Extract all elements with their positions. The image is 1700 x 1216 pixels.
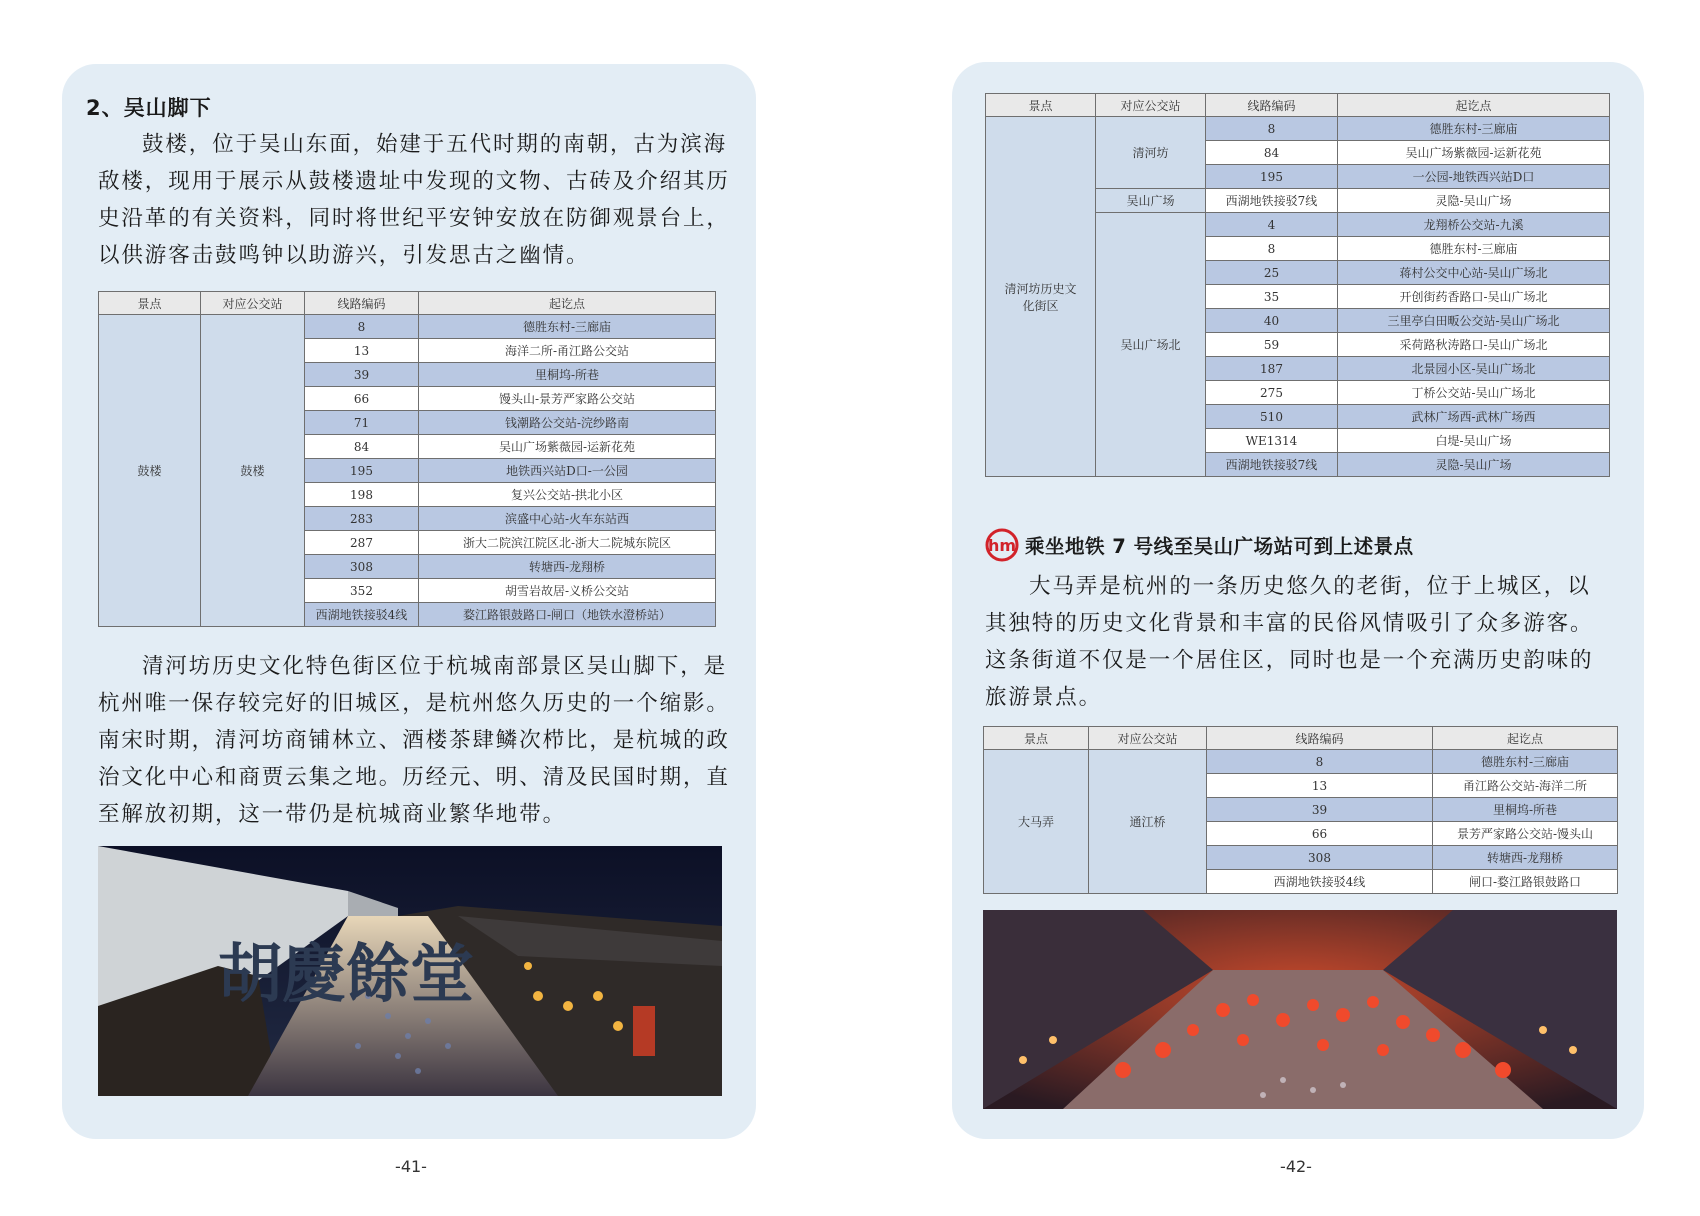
photo-illustration (983, 910, 1617, 1109)
table-row (986, 117, 1610, 141)
paragraph-line: 史沿革的有关资料，同时将世纪平安钟安放在防御观景台上， (98, 206, 730, 231)
paragraph-line: 治文化中心和商贾云集之地。历经元、明、清及民国时期，直 (98, 765, 730, 790)
line-cell: 84 (305, 435, 419, 459)
damanong-lantern-street-photo (983, 910, 1617, 1109)
photo-illustration (98, 846, 722, 1096)
route-cell: 浙大二院滨江院区北-浙大二院城东院区 (419, 531, 716, 555)
paragraph-line: 以供游客击鼓鸣钟以助游兴，引发思古之幽情。 (98, 243, 590, 268)
route-cell: 北景园小区-吴山广场北 (1338, 357, 1610, 381)
paragraph-line: 大马弄是杭州的一条历史悠久的老街，位于上城区，以 (1029, 574, 1591, 599)
metro-logo-text: hm (987, 536, 1017, 555)
metro-heading-row (985, 528, 1414, 562)
bus-table-damanong (983, 726, 1618, 894)
hangzhou-metro-logo-icon (985, 528, 1019, 562)
qinghefang-paragraph (98, 648, 748, 833)
route-cell: 闸口-婺江路银鼓路口 (1433, 870, 1618, 894)
line-cell: 510 (1206, 405, 1338, 429)
route-cell: 里桐坞-所巷 (1433, 798, 1618, 822)
page-number: -41- (395, 1157, 427, 1176)
line-cell: 40 (1206, 309, 1338, 333)
route-cell: 三里亭白田畈公交站-吴山广场北 (1338, 309, 1610, 333)
table-header: 对应公交站 (201, 292, 305, 315)
paragraph-line: 南宋时期，清河坊商铺林立、酒楼茶肆鳞次栉比，是杭城的政 (98, 728, 730, 753)
line-cell: 308 (305, 555, 419, 579)
table-header: 景点 (984, 727, 1089, 750)
route-cell: 一公园-地铁西兴站D口 (1338, 165, 1610, 189)
route-cell: 吴山广场紫薇园-运新花苑 (419, 435, 716, 459)
route-cell: 白堤-吴山广场 (1338, 429, 1610, 453)
line-cell: 39 (305, 363, 419, 387)
table-header: 起讫点 (1433, 727, 1618, 750)
route-cell: 德胜东村-三廊庙 (1338, 117, 1610, 141)
table-row (984, 750, 1618, 774)
paragraph-line: 清河坊历史文化特色街区位于杭城南部景区吴山脚下，是 (142, 654, 728, 679)
line-cell: 308 (1207, 846, 1433, 870)
table-header: 对应公交站 (1096, 94, 1206, 117)
table-header: 起讫点 (1338, 94, 1610, 117)
route-cell: 甬江路公交站-海洋二所 (1433, 774, 1618, 798)
spot-cell: 鼓楼 (99, 315, 201, 627)
table-header: 起讫点 (419, 292, 716, 315)
line-cell: 35 (1206, 285, 1338, 309)
route-cell: 里桐坞-所巷 (419, 363, 716, 387)
route-cell: 景芳严家路公交站-馒头山 (1433, 822, 1618, 846)
station-cell: 清河坊 (1096, 117, 1206, 189)
line-cell: 66 (305, 387, 419, 411)
paragraph-line: 杭州唯一保存较完好的旧城区，是杭州悠久历史的一个缩影。 (98, 691, 730, 716)
line-cell: 198 (305, 483, 419, 507)
line-cell: 195 (305, 459, 419, 483)
line-cell: 8 (1206, 237, 1338, 261)
spot-name: 清河坊历史文化街区 (1004, 281, 1077, 313)
route-cell: 德胜东村-三廊庙 (419, 315, 716, 339)
hefang-street-night-photo (98, 846, 722, 1096)
paragraph-line: 敌楼，现用于展示从鼓楼遗址中发现的文物、古砖及介绍其历 (98, 169, 730, 194)
section-heading: 2、吴山脚下 (86, 96, 212, 120)
route-cell: 采荷路秋涛路口-吴山广场北 (1338, 333, 1610, 357)
route-cell: 吴山广场紫薇园-运新花苑 (1338, 141, 1610, 165)
line-cell: 71 (305, 411, 419, 435)
table-header: 线路编码 (1206, 94, 1338, 117)
photo-sign-text: 胡慶餘堂 (218, 937, 474, 1012)
damanong-paragraph (985, 568, 1625, 716)
route-cell: 丁桥公交站-吴山广场北 (1338, 381, 1610, 405)
line-cell: 287 (305, 531, 419, 555)
table-header: 景点 (986, 94, 1096, 117)
line-cell: 4 (1206, 213, 1338, 237)
route-cell: 龙翔桥公交站-九溪 (1338, 213, 1610, 237)
line-cell: 8 (305, 315, 419, 339)
station-cell: 通江桥 (1089, 750, 1207, 894)
station-cell: 吴山广场 (1096, 189, 1206, 213)
table-row (99, 315, 716, 339)
line-cell: 275 (1206, 381, 1338, 405)
route-cell: 转塘西-龙翔桥 (419, 555, 716, 579)
route-cell: 蒋村公交中心站-吴山广场北 (1338, 261, 1610, 285)
line-cell: 西湖地铁接驳4线 (305, 603, 419, 627)
route-cell: 开创街药香路口-吴山广场北 (1338, 285, 1610, 309)
line-cell: 13 (1207, 774, 1433, 798)
route-cell: 钱潮路公交站-浣纱路南 (419, 411, 716, 435)
route-cell: 德胜东村-三廊庙 (1338, 237, 1610, 261)
line-cell: 西湖地铁接驳7线 (1206, 453, 1338, 477)
route-cell: 灵隐-吴山广场 (1338, 453, 1610, 477)
line-cell: 195 (1206, 165, 1338, 189)
paragraph-line: 其独特的历史文化背景和丰富的民俗风情吸引了众多游客。 (985, 611, 1594, 636)
line-cell: 25 (1206, 261, 1338, 285)
spot-cell: 大马弄 (984, 750, 1089, 894)
line-cell: 13 (305, 339, 419, 363)
route-cell: 复兴公交站-拱北小区 (419, 483, 716, 507)
station-cell: 鼓楼 (201, 315, 305, 627)
route-cell: 武林广场西-武林广场西 (1338, 405, 1610, 429)
line-cell: 66 (1207, 822, 1433, 846)
bus-table-gulou (98, 291, 716, 627)
station-cell: 吴山广场北 (1096, 213, 1206, 477)
table-header: 线路编码 (305, 292, 419, 315)
table-header: 对应公交站 (1089, 727, 1207, 750)
route-cell: 婺江路银鼓路口-闸口（地铁水澄桥站） (419, 603, 716, 627)
table-header: 线路编码 (1207, 727, 1433, 750)
paragraph-line: 至解放初期，这一带仍是杭城商业繁华地带。 (98, 802, 567, 827)
line-cell: 39 (1207, 798, 1433, 822)
route-cell: 海洋二所-甬江路公交站 (419, 339, 716, 363)
route-cell: 滨盛中心站-火车东站西 (419, 507, 716, 531)
paragraph-line: 这条街道不仅是一个居住区，同时也是一个充满历史韵味的 (985, 648, 1594, 673)
route-cell: 灵隐-吴山广场 (1338, 189, 1610, 213)
paragraph-line: 旅游景点。 (985, 685, 1103, 710)
table-header: 景点 (99, 292, 201, 315)
line-cell: 59 (1206, 333, 1338, 357)
line-cell: 283 (305, 507, 419, 531)
line-cell: 8 (1206, 117, 1338, 141)
line-cell: 84 (1206, 141, 1338, 165)
line-cell: 西湖地铁接驳4线 (1207, 870, 1433, 894)
line-cell: WE1314 (1206, 429, 1338, 453)
spot-cell (986, 117, 1096, 477)
line-cell: 西湖地铁接驳7线 (1206, 189, 1338, 213)
route-cell: 地铁西兴站D口-一公园 (419, 459, 716, 483)
line-cell: 8 (1207, 750, 1433, 774)
route-cell: 胡雪岩故居-义桥公交站 (419, 579, 716, 603)
route-cell: 德胜东村-三廊庙 (1433, 750, 1618, 774)
metro-heading: 乘坐地铁 7 号线至吴山广场站可到上述景点 (1025, 535, 1414, 558)
route-cell: 转塘西-龙翔桥 (1433, 846, 1618, 870)
paragraph-line: 鼓楼，位于吴山东面，始建于五代时期的南朝，古为滨海 (142, 132, 728, 157)
bus-table-qinghefang (985, 93, 1610, 477)
page-number: -42- (1280, 1157, 1312, 1176)
gulou-paragraph (98, 126, 748, 274)
line-cell: 187 (1206, 357, 1338, 381)
line-cell: 352 (305, 579, 419, 603)
route-cell: 馒头山-景芳严家路公交站 (419, 387, 716, 411)
